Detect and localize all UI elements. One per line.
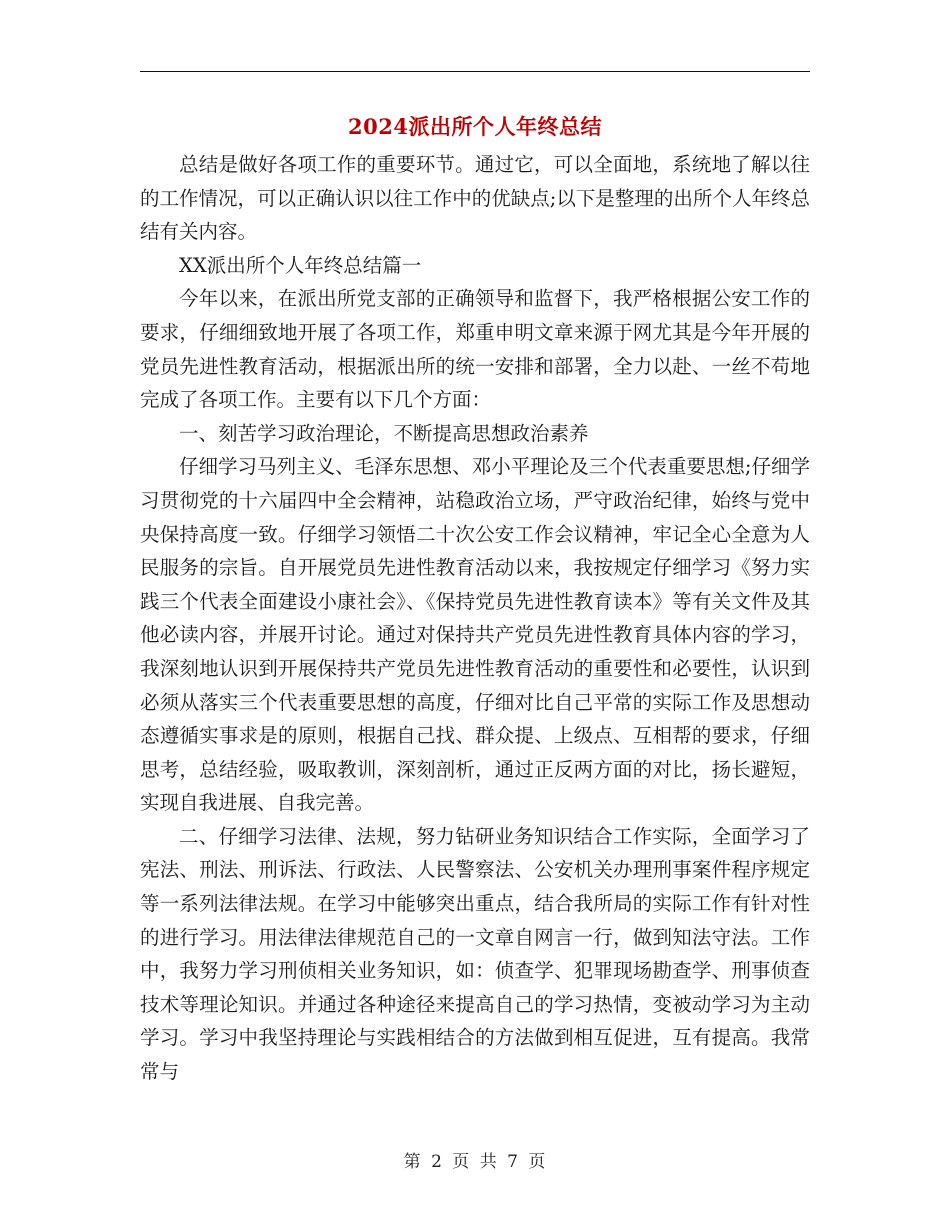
document-title: 2024派出所个人年终总结 xyxy=(348,114,602,139)
section-heading-one: 一、刻苦学习政治理论，不断提高思想政治素养 xyxy=(179,421,589,445)
header-rule xyxy=(140,71,810,72)
intro-paragraph: 总结是做好各项工作的重要环节。通过它，可以全面地，系统地了解以往的工作情况，可以正确认识以往工作中的优缺点;以下是整理的出所个人年终总结有关内容。 xyxy=(140,153,810,244)
page-number-footer: 第 2 页 共 7 页 xyxy=(403,1152,547,1172)
document-body xyxy=(140,148,810,1089)
political-study-paragraph: 仔细学习马列主义、毛泽东思想、邓小平理论及三个代表重要思想;仔细学习贯彻党的十六届四中全会精神，站稳政治立场，严守政治纪律，始终与党中央保持高度一致。仔细学习领悟二十次公安工作会议精神，牢记全心全意为人民服务的宗旨。自开展党员先进性教育活动以来，我按规定仔细学习《努力实践三个代表全面建设小康社会》、《保持党员先进性教育读本》等有关文件及其他必读内容，并展开讨论。通过对保持共产党员先进性教育具体内容的学习，我深刻地认识到开展保持共产党员先进性教育活动的重要性和必要性，认识到必须从落实三个代表重要思想的高度，仔细对比自己平常的实际工作及思想动态遵循实事求是的原则，根据自己找、群众提、上级点、互相帮的要求，仔细思考，总结经验，吸取教训，深刻剖析，通过正反两方面的对比，扬长避短，实现自我进展、自我完善。 xyxy=(140,455,810,815)
law-study-paragraph: 二、仔细学习法律、法规，努力钻研业务知识结合工作实际，全面学习了宪法、刑法、刑诉法、行政法、人民警察法、公安机关办理刑事案件程序规定等一系列法律法规。在学习中能够突出重点，结合我所局的实际工作有针对性的进行学习。用法律法律规范自己的一文章自网言一行，做到知法守法。工作中，我努力学习刑侦相关业务知识，如：侦查学、犯罪现场勘查学、刑事侦查技术等理论知识。并通过各种途径来提高自己的学习热情，变被动学习为主动学习。学习中我坚持理论与实践相结合的方法做到相互促进，互有提高。我常常与 xyxy=(140,824,810,1084)
opening-paragraph: 今年以来，在派出所党支部的正确领导和监督下，我严格根据公安工作的要求，仔细细致地开展了各项工作，郑重申明文章来源于网尤其是今年开展的党员先进性教育活动，根据派出所的统一安排和部署，全力以赴、一丝不苟地完成了各项工作。主要有以下几个方面： xyxy=(140,287,810,412)
section-heading-part-one: XX派出所个人年终总结篇一 xyxy=(179,253,422,277)
